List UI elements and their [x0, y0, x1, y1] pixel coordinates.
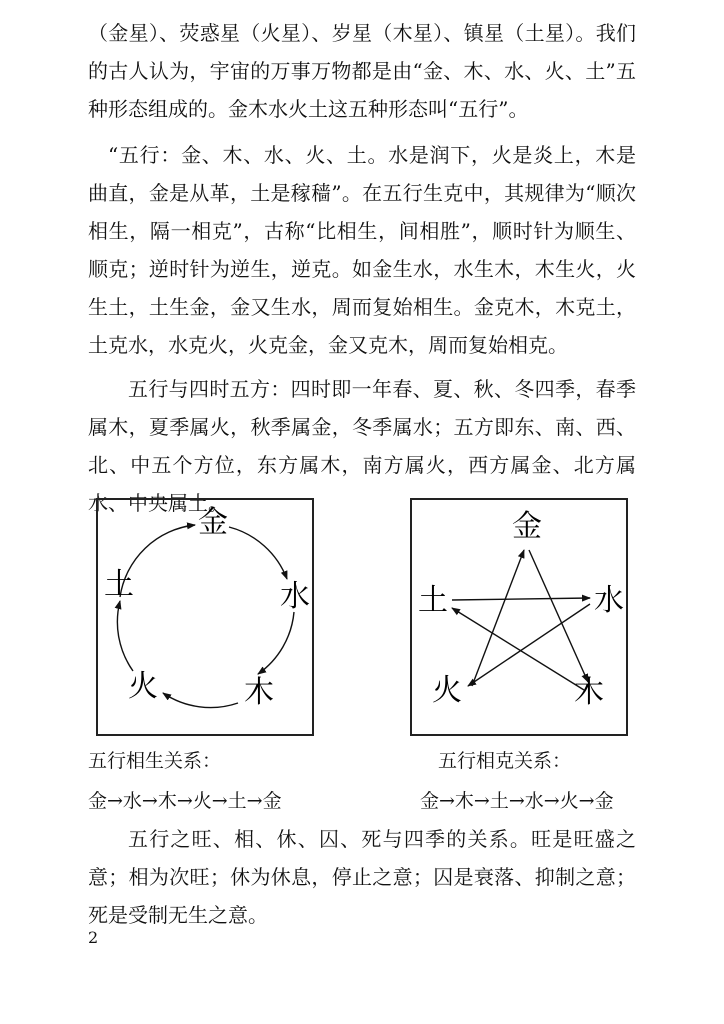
overcoming-caption: 五行相克关系：	[438, 750, 572, 772]
arrow-metal-to-water	[229, 527, 287, 579]
wood-glyph: 木	[244, 675, 274, 710]
water-glyph: 水	[280, 579, 310, 614]
arrow-earth-to-water	[452, 598, 590, 600]
arrow-water-to-wood	[258, 612, 294, 674]
arrow-metal-to-wood	[529, 550, 588, 682]
overcoming-cycle-diagram	[410, 498, 628, 736]
arrow-wood-to-earth	[452, 608, 584, 690]
generating-sequence: 金→水→木→火→土→金	[88, 790, 282, 812]
page-number: 2	[88, 928, 99, 947]
earth-glyph: 土	[418, 583, 448, 618]
metal-glyph: 金	[512, 509, 542, 544]
overcoming-sequence: 金→木→土→水→火→金	[420, 790, 614, 812]
fire-glyph: 火	[432, 673, 462, 708]
arrow-wood-to-fire	[163, 693, 238, 708]
metal-glyph: 金	[198, 505, 228, 540]
earth-glyph: 土	[104, 567, 134, 602]
paragraph-five-phases: “五行：金、木、水、火、土。水是润下，火是炎上，木是曲直，金是从革，土是稼穑”。在五行生克中，其规律为“顺次相生，隔一相克”，古称“比相生，间相胜”，顺时针为顺生、顺克；逆时针为逆生，逆克。如金生水，水生木，木生火，火生土，土生金，金又生水，周而复始相生。金克木，木克土，土克水，水克火，火克金，金又克木，周而复始相克。	[88, 143, 636, 357]
fire-glyph: 火	[128, 669, 158, 704]
water-glyph: 水	[594, 583, 624, 618]
paragraph-seasons-directions: 五行与四时五方：四时即一年春、夏、秋、冬四季，春季属木，夏季属火，秋季属金，冬季属水；五方即东、南、西、北、中五个方位，东方属木，南方属火，西方属金、北方属水、中央属土。	[88, 377, 636, 515]
arrow-fire-to-earth	[117, 601, 133, 671]
paragraph-planets: （金星）、荧惑星（火星）、岁星（木星）、镇星（土星）。我们的古人认为，宇宙的万事万物都是由“金、木、水、火、土”五种形态组成的。金木水火土这五种形态叫“五行”。	[88, 21, 636, 121]
wood-glyph: 木	[574, 675, 604, 710]
generating-cycle-diagram	[96, 498, 314, 736]
paragraph-prosperity-cycle: 五行之旺、相、休、囚、死与四季的关系。旺是旺盛之意；相为次旺；休为休息，停止之意；囚是衰落、抑制之意；死是受制无生之意。	[88, 827, 636, 927]
generating-caption: 五行相生关系：	[88, 750, 222, 772]
